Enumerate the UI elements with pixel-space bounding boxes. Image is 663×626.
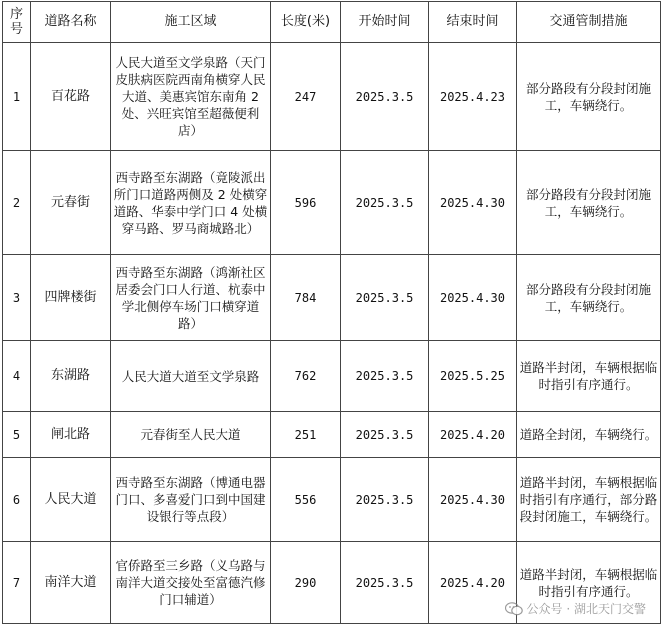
cell-construction-area: 人民大道至文学泉路（天门皮肤病医院西南角横穿人民大道、美惠宾馆东南角 2 处、兴旺宾馆至超薇便利店） bbox=[111, 43, 271, 151]
construction-table bbox=[2, 1, 661, 624]
wechat-watermark bbox=[505, 600, 646, 617]
cell-length: 251 bbox=[271, 412, 341, 458]
cell-traffic-measures: 部分路段有分段封闭施工，车辆绕行。 bbox=[517, 151, 661, 255]
cell-traffic-measures: 道路半封闭，车辆根据临时指引有序通行。 bbox=[517, 341, 661, 412]
cell-start-time: 2025.3.5 bbox=[341, 43, 429, 151]
cell-serial-number: 4 bbox=[3, 341, 31, 412]
table-row bbox=[3, 458, 661, 542]
cell-road-name: 百花路 bbox=[31, 43, 111, 151]
cell-start-time: 2025.3.5 bbox=[341, 255, 429, 341]
header-construction-area: 施工区域 bbox=[111, 2, 271, 43]
cell-road-name: 南洋大道 bbox=[31, 542, 111, 624]
cell-end-time: 2025.4.20 bbox=[429, 542, 517, 624]
cell-road-name: 四牌楼街 bbox=[31, 255, 111, 341]
header-traffic-measures: 交通管制措施 bbox=[517, 2, 661, 43]
cell-construction-area: 西寺路至东湖路（竟陵派出所门口道路两侧及 2 处横穿道路、华泰中学门口 4 处横穿马路、罗马商城路北） bbox=[111, 151, 271, 255]
cell-construction-area: 西寺路至东湖路（博通电器门口、多喜爱门口到中国建设银行等点段） bbox=[111, 458, 271, 542]
cell-length: 556 bbox=[271, 458, 341, 542]
cell-length: 290 bbox=[271, 542, 341, 624]
cell-construction-area: 元春街至人民大道 bbox=[111, 412, 271, 458]
cell-length: 247 bbox=[271, 43, 341, 151]
header-end-time: 结束时间 bbox=[429, 2, 517, 43]
cell-start-time: 2025.3.5 bbox=[341, 341, 429, 412]
cell-end-time: 2025.5.25 bbox=[429, 341, 517, 412]
table-header-row bbox=[3, 2, 661, 43]
cell-traffic-measures: 道路半封闭，车辆根据临时指引有序通行。 bbox=[517, 542, 661, 624]
table-row bbox=[3, 43, 661, 151]
table-row bbox=[3, 341, 661, 412]
header-serial-number: 序号 bbox=[3, 2, 31, 43]
cell-road-name: 东湖路 bbox=[31, 341, 111, 412]
cell-length: 596 bbox=[271, 151, 341, 255]
cell-traffic-measures: 道路半封闭，车辆根据临时指引有序通行，部分路段封闭施工，车辆绕行。 bbox=[517, 458, 661, 542]
construction-schedule-sheet bbox=[2, 1, 660, 625]
header-start-time: 开始时间 bbox=[341, 2, 429, 43]
cell-traffic-measures: 部分路段有分段封闭施工，车辆绕行。 bbox=[517, 43, 661, 151]
cell-traffic-measures: 道路全封闭，车辆绕行。 bbox=[517, 412, 661, 458]
table-row bbox=[3, 255, 661, 341]
cell-road-name: 元春街 bbox=[31, 151, 111, 255]
cell-start-time: 2025.3.5 bbox=[341, 412, 429, 458]
header-road-name: 道路名称 bbox=[31, 2, 111, 43]
cell-start-time: 2025.3.5 bbox=[341, 458, 429, 542]
cell-end-time: 2025.4.20 bbox=[429, 412, 517, 458]
cell-end-time: 2025.4.23 bbox=[429, 43, 517, 151]
cell-end-time: 2025.4.30 bbox=[429, 458, 517, 542]
cell-serial-number: 3 bbox=[3, 255, 31, 341]
cell-end-time: 2025.4.30 bbox=[429, 255, 517, 341]
wechat-icon bbox=[505, 602, 523, 616]
cell-road-name: 人民大道 bbox=[31, 458, 111, 542]
cell-end-time: 2025.4.30 bbox=[429, 151, 517, 255]
cell-road-name: 闸北路 bbox=[31, 412, 111, 458]
cell-start-time: 2025.3.5 bbox=[341, 542, 429, 624]
cell-start-time: 2025.3.5 bbox=[341, 151, 429, 255]
cell-construction-area: 西寺路至东湖路（鸿渐社区居委会门口人行道、杭泰中学北侧停车场门口横穿道路） bbox=[111, 255, 271, 341]
table-row bbox=[3, 151, 661, 255]
cell-serial-number: 2 bbox=[3, 151, 31, 255]
cell-length: 762 bbox=[271, 341, 341, 412]
cell-construction-area: 人民大道大道至文学泉路 bbox=[111, 341, 271, 412]
cell-traffic-measures: 部分路段有分段封闭施工，车辆绕行。 bbox=[517, 255, 661, 341]
watermark-text: 公众号 · 湖北天门交警 bbox=[526, 602, 646, 616]
cell-serial-number: 1 bbox=[3, 43, 31, 151]
cell-serial-number: 5 bbox=[3, 412, 31, 458]
cell-length: 784 bbox=[271, 255, 341, 341]
cell-serial-number: 7 bbox=[3, 542, 31, 624]
header-length: 长度(米) bbox=[271, 2, 341, 43]
cell-construction-area: 官侨路至三乡路（义乌路与南洋大道交接处至富德汽修门口辅道） bbox=[111, 542, 271, 624]
cell-serial-number: 6 bbox=[3, 458, 31, 542]
table-row bbox=[3, 412, 661, 458]
